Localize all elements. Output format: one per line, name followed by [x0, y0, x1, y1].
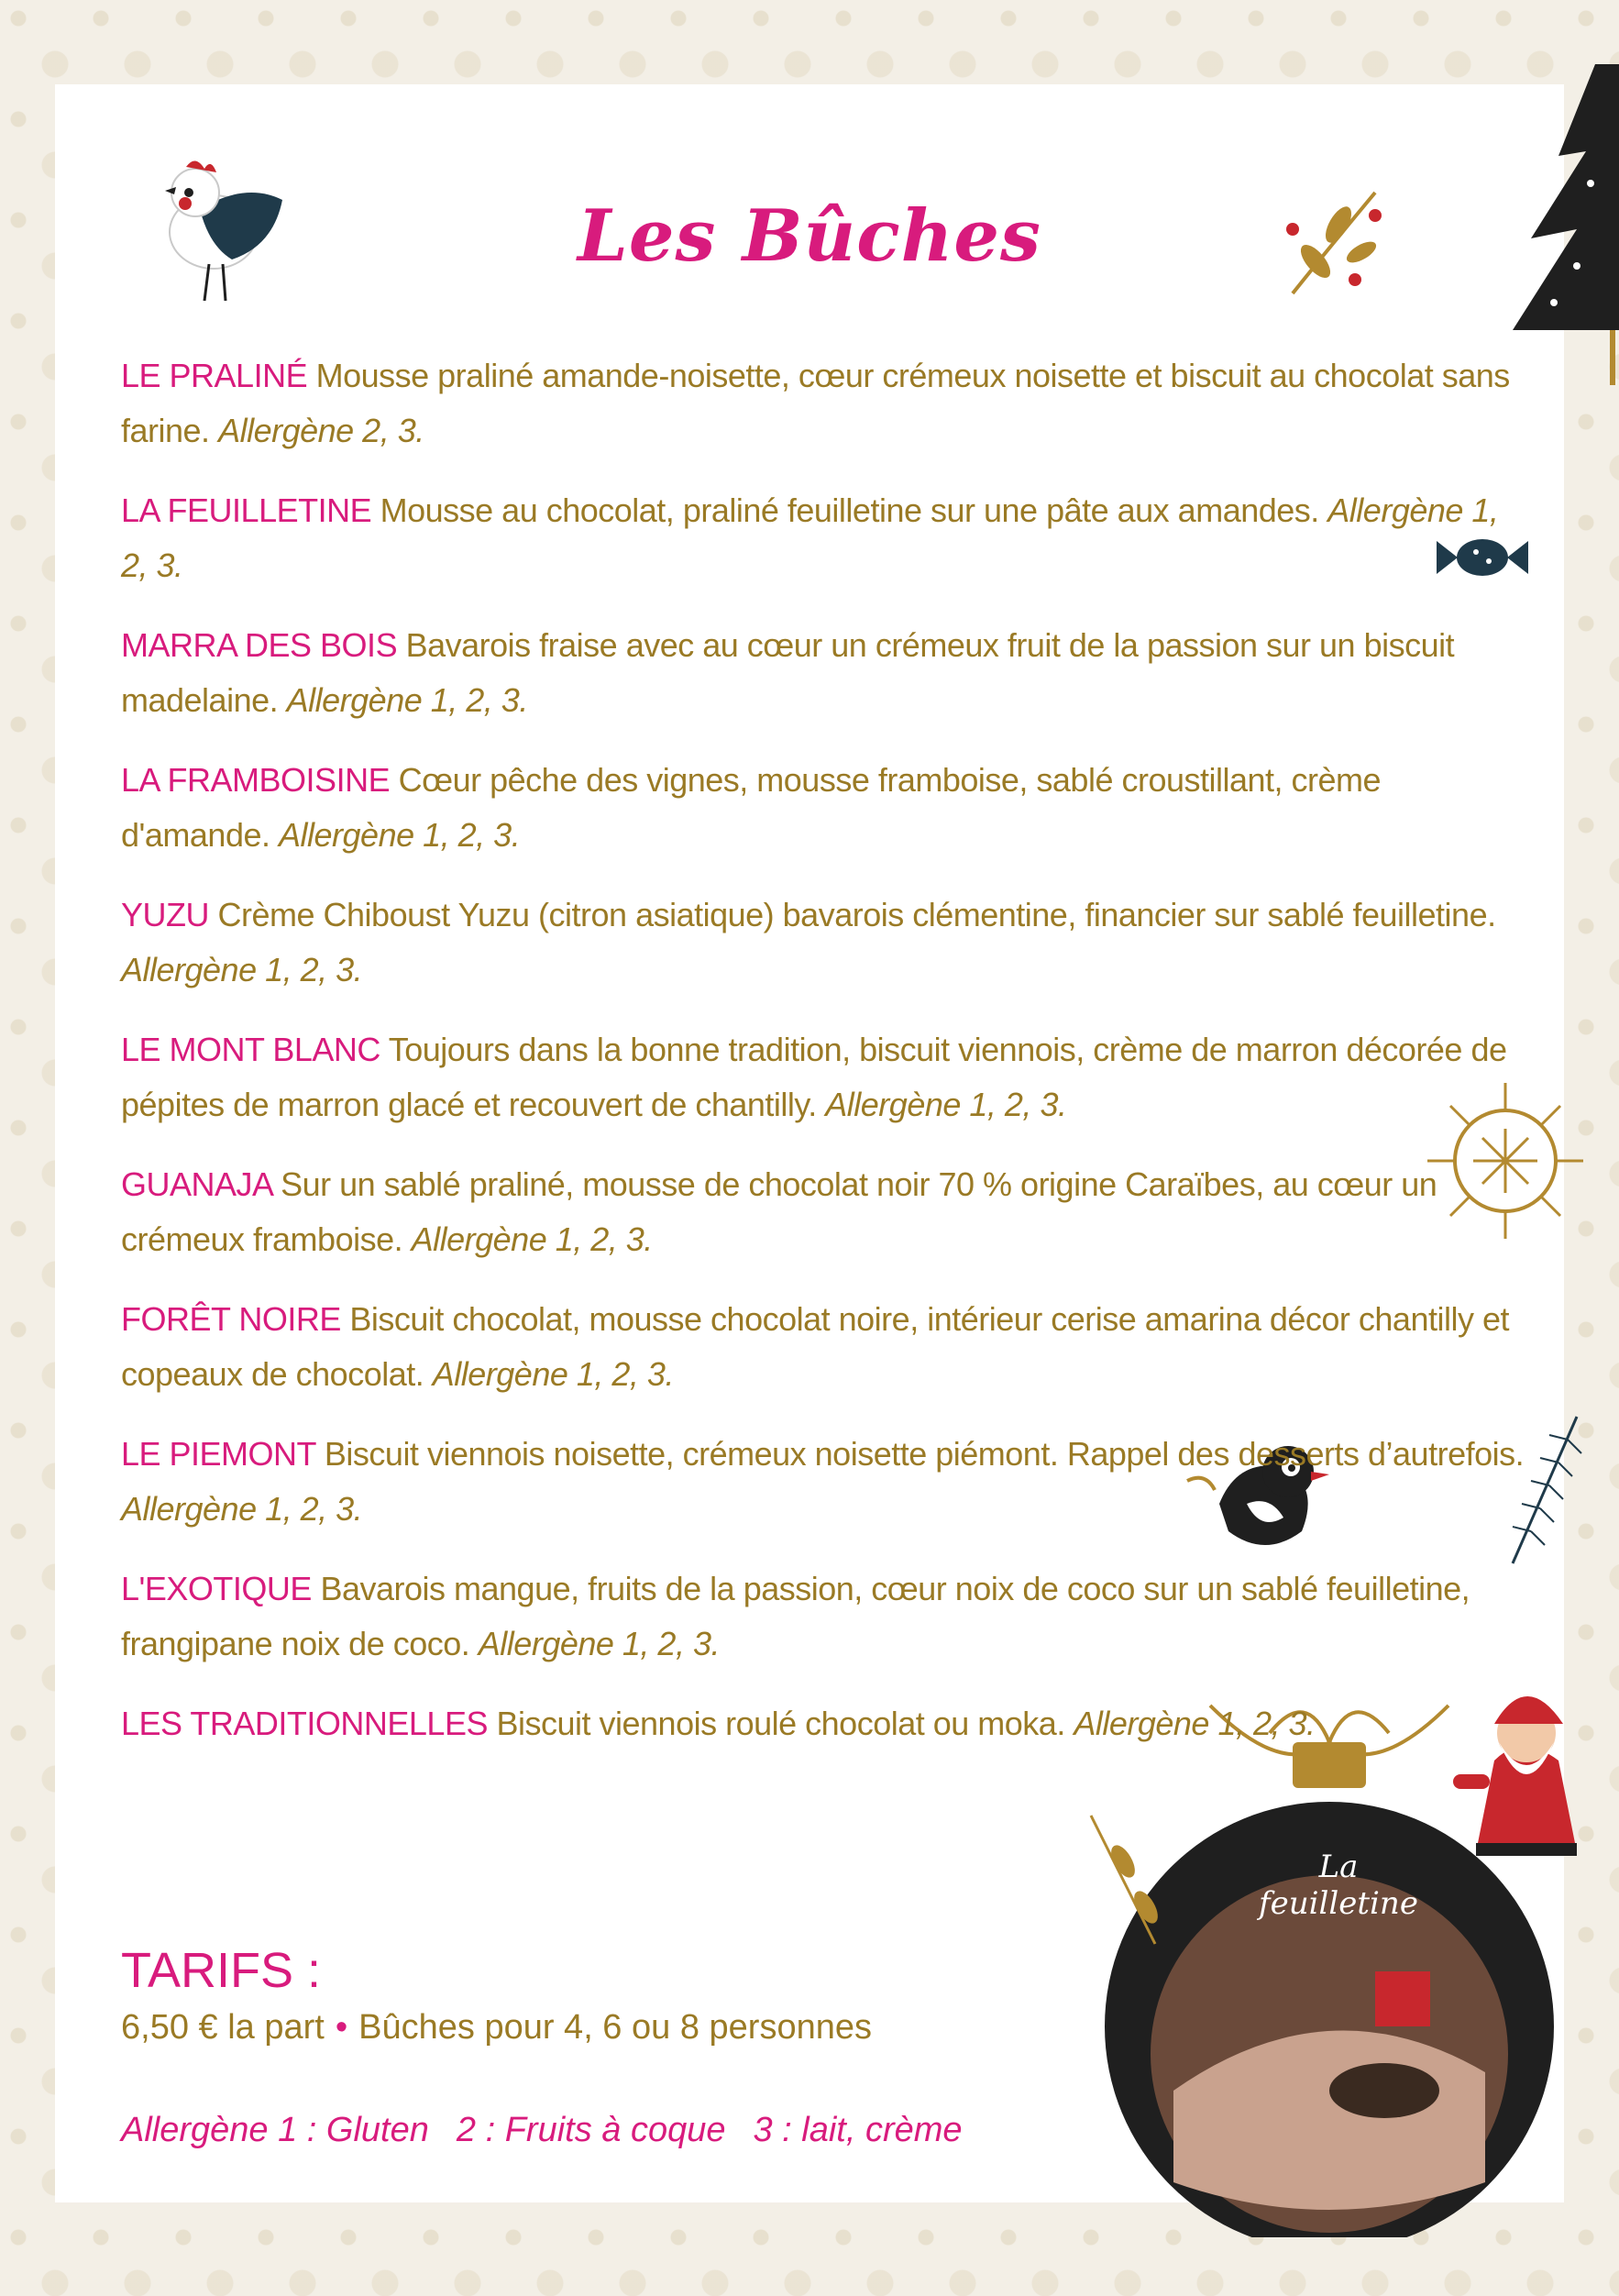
entry-name: GUANAJA [121, 1165, 272, 1203]
menu-entry [121, 1157, 1533, 1267]
entry-allergen: Allergène 1, 2, 3. [121, 1490, 363, 1528]
tarifs-heading: TARIFS : [121, 1943, 322, 1998]
allergen-legend [121, 2111, 990, 2150]
entry-allergen: Allergène 1, 2, 3. [432, 1355, 674, 1393]
entry-name: LE PRALINÉ [121, 357, 308, 394]
entry-allergen: Allergène 1, 2, 3. [286, 681, 528, 719]
entry-description: Toujours dans la bonne tradition, biscuit viennois, crème de marron décorée de pépites de marron glacé et recouvert de chantilly. [121, 1031, 1507, 1123]
entry-description: Mousse praliné amande-noisette, cœur crémeux noisette et biscuit au chocolat sans farine. [121, 357, 1510, 449]
menu-entry [121, 1022, 1533, 1132]
entry-description: Bavarois mangue, fruits de la passion, cœur noix de coco sur un sablé feuilletine, frangipane noix de coco. [121, 1570, 1470, 1662]
price-per-slice: 6,50 € la part [121, 2008, 325, 2047]
entry-allergen: Allergène 1, 2, 3. [279, 816, 521, 854]
entry-allergen: Allergène 1, 2, 3. [121, 951, 363, 988]
entry-description: Biscuit chocolat, mousse chocolat noire, intérieur cerise amarina décor chantilly et copeaux de chocolat. [121, 1300, 1509, 1393]
entry-allergen: Allergène 1, 2, 3. [1074, 1705, 1316, 1742]
entry-allergen: Allergène 2, 3. [218, 412, 424, 449]
bullet-separator: • [335, 2008, 348, 2047]
menu-entry [121, 348, 1533, 458]
entry-name: L'EXOTIQUE [121, 1570, 312, 1607]
entry-allergen: Allergène 1, 2, 3. [825, 1086, 1067, 1123]
legend-item-gluten: Allergène 1 : Gluten [121, 2111, 429, 2149]
menu-entry [121, 888, 1533, 998]
entry-description: Biscuit viennois noisette, crémeux noisette piémont. Rappel des desserts d’autrefois. [324, 1435, 1525, 1473]
tarifs-line [121, 2008, 872, 2048]
entry-allergen: Allergène 1, 2, 3. [478, 1625, 720, 1662]
entry-name: LA FEUILLETINE [121, 491, 372, 529]
entry-description: Bavarois fraise avec au cœur un crémeux fruit de la passion sur un biscuit madelaine. [121, 626, 1455, 719]
entry-description: Biscuit viennois roulé chocolat ou moka. [496, 1705, 1065, 1742]
entry-name: LA FRAMBOISINE [121, 761, 391, 799]
entry-name: LE MONT BLANC [121, 1031, 380, 1068]
legend-item-nuts: 2 : Fruits à coque [456, 2111, 726, 2149]
page-title: Les Bûches [578, 194, 1041, 279]
menu-entry [121, 618, 1533, 728]
entry-name: YUZU [121, 896, 209, 933]
entry-description: Cœur pêche des vignes, mousse framboise, sablé croustillant, crème d'amande. [121, 761, 1382, 854]
menu-entry [121, 1696, 1533, 1751]
menu-entry [121, 1427, 1533, 1537]
legend-item-milk: 3 : lait, crème [753, 2111, 963, 2149]
entry-name: LE PIEMONT [121, 1435, 316, 1473]
menu-list [121, 348, 1533, 1776]
entry-allergen: Allergène 1, 2, 3. [411, 1220, 653, 1258]
menu-entry [121, 753, 1533, 863]
menu-entry [121, 483, 1533, 593]
entry-allergen: Allergène 1, 2, 3. [121, 491, 1499, 584]
entry-name: MARRA DES BOIS [121, 626, 398, 664]
buche-sizes: Bûches pour 4, 6 ou 8 personnes [358, 2008, 872, 2047]
menu-entry [121, 1292, 1533, 1402]
entry-description: Crème Chiboust Yuzu (citron asiatique) bavarois clémentine, financier sur sablé feuilletine. [217, 896, 1496, 933]
entry-name: FORÊT NOIRE [121, 1300, 341, 1338]
menu-entry [121, 1562, 1533, 1672]
berry-branch-icon [1274, 174, 1393, 303]
ornament-label: La feuilletine [1259, 1849, 1418, 1922]
christmas-tree-icon [1503, 55, 1619, 385]
entry-description: Mousse au chocolat, praliné feuilletine sur une pâte aux amandes. [380, 491, 1319, 529]
entry-description: Sur un sablé praliné, mousse de chocolat noir 70 % origine Caraïbes, au cœur un crémeux framboise. [121, 1165, 1437, 1258]
entry-name: LES TRADITIONNELLES [121, 1705, 488, 1742]
